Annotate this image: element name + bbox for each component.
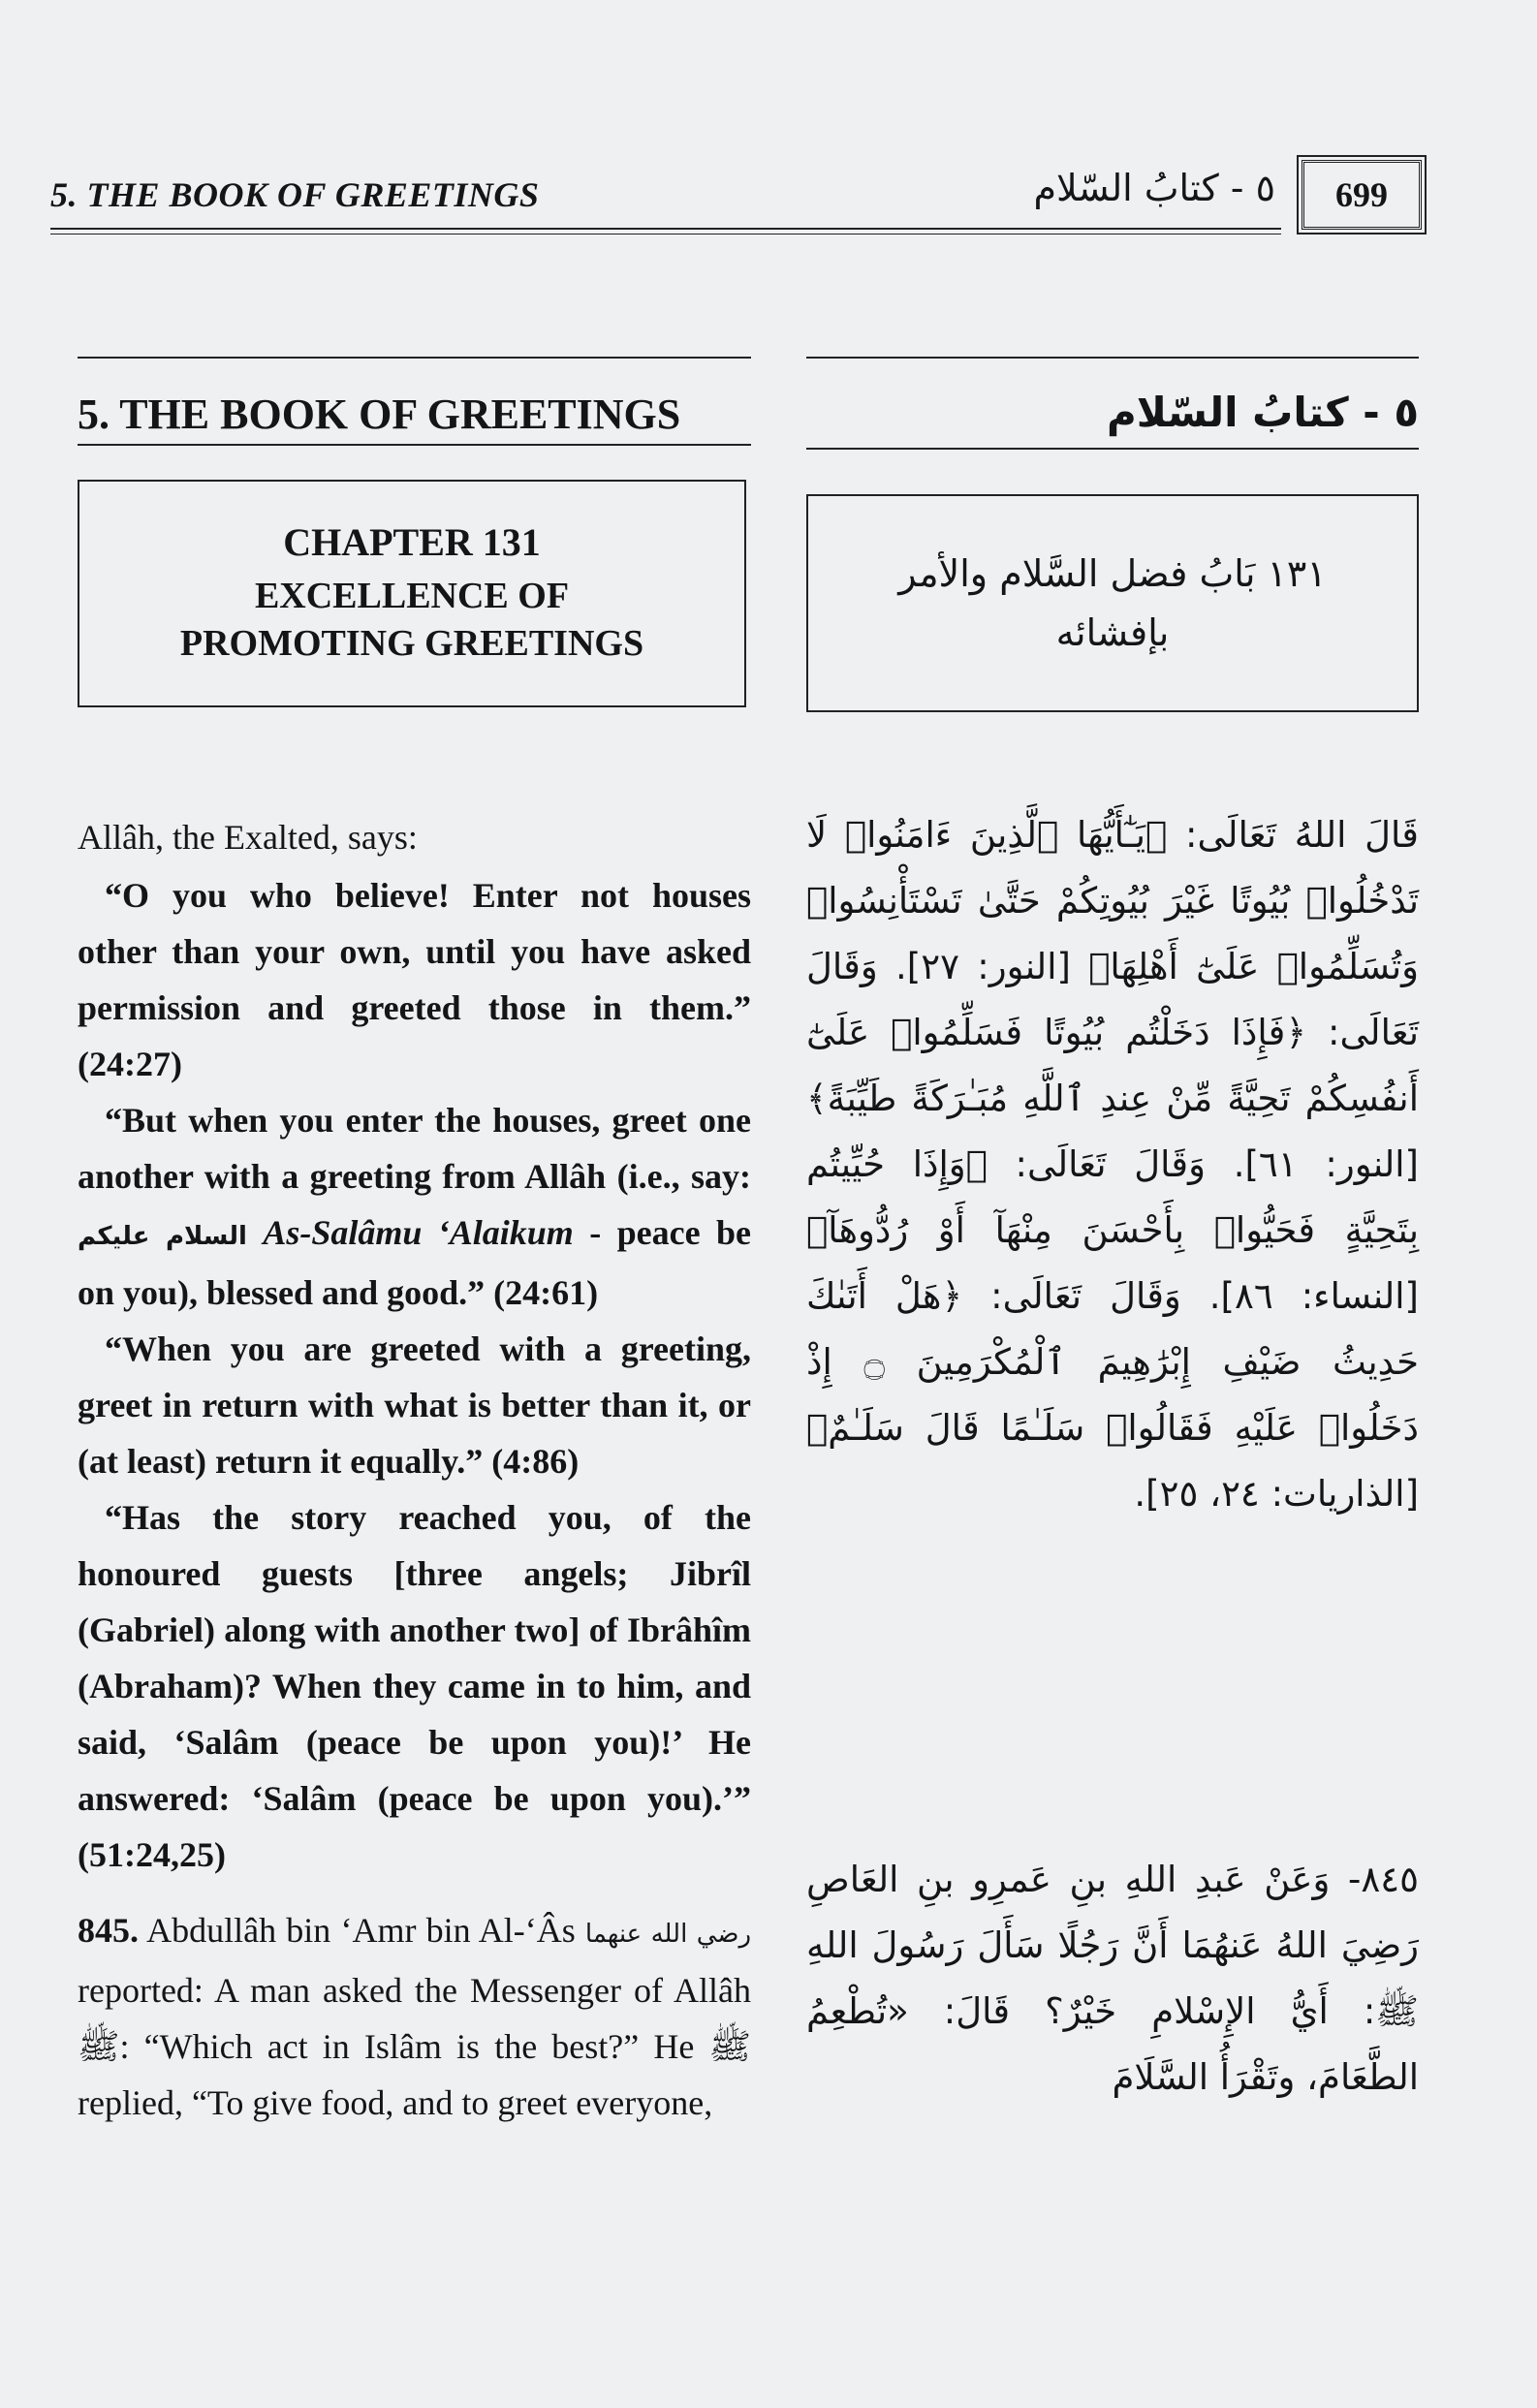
chapter-heading-arabic (806, 494, 1419, 712)
english-text (78, 809, 751, 2131)
verse-51-24: “Has the story reached you, of the honoured guests [three angels; Jibrîl (Gabriel) along with another two] of Ibrâhîm (Abraham)? When they came in to him, and said, ‘Salâm (peace be upon you)!’ He answered: ‘Salâm (peace be upon you).’” (51:24,25) (78, 1498, 751, 1874)
verse-24-61-tail: - peace be on you), blessed and good.” (24:61) (78, 1213, 752, 1312)
page-number: 699 (1302, 160, 1422, 230)
book-title-arabic-rule-bottom (806, 448, 1419, 450)
salam-arabic-inline: السلام عليكم (78, 1222, 247, 1251)
chapter-title-arabic: ١٣١ بَابُ فضل السَّلام والأمر بإفشائه (898, 551, 1327, 654)
hadith-text: reported: A man asked the Messenger of Allâh ﷺ: “Which act in Islâm is the best?” He ﷺ replied, “To give food, and to greet everyone, (78, 1971, 751, 2122)
book-title-rule-top (78, 357, 751, 359)
salam-transliteration: As-Salâmu ‘Alaikum (263, 1213, 574, 1252)
verse-intro: Allâh, the Exalted, says: (78, 818, 418, 857)
header-rule-thin (50, 234, 1281, 235)
hadith-narrator: Abdullâh bin ‘Amr bin Al-‘Âs (146, 1911, 576, 1950)
arabic-text (806, 802, 1419, 2111)
header-rule (50, 228, 1281, 230)
hadith-number: 845. (78, 1911, 139, 1950)
book-title: 5. THE BOOK OF GREETINGS (78, 391, 681, 438)
book-title-rule-bottom (78, 444, 751, 446)
book-title-arabic: ٥ - كتابُ السّلام (1106, 389, 1419, 436)
hadith-blessing-arabic: رضي الله عنهما (584, 1920, 752, 1949)
book-title-arabic-rule-top (806, 357, 1419, 359)
verse-24-61 (78, 1092, 751, 1321)
verse-24-27: “O you who believe! Enter not houses other than your own, until you have asked permission and greeted those in them.” (24:27) (78, 876, 751, 1083)
hadith-845 (78, 1902, 751, 2131)
running-title: 5. THE BOOK OF GREETINGS (50, 175, 540, 214)
chapter-number: CHAPTER 131 (283, 519, 541, 564)
verse-24-61-text: “But when you enter the houses, greet one another with a greeting from Allâh (i.e., say: (78, 1101, 751, 1196)
running-title-arabic: ٥ - كتابُ السّلام (1033, 167, 1275, 209)
chapter-heading (78, 480, 746, 707)
chapter-title: EXCELLENCE OF PROMOTING GREETINGS (179, 575, 644, 664)
verse-4-86: “When you are greeted with a greeting, greet in return with what is better than it, or (at least) return it equally.” (4:86) (78, 1329, 751, 1481)
arabic-verses: قَالَ اللهُ تَعَالَى: ﴿يَـٰٓأَيُّهَا ٱلَّذِينَ ءَامَنُوا۟ لَا تَدْخُلُوا۟ بُيُوتًا غَيْرَ بُيُوتِكُمْ حَتَّىٰ تَسْتَأْنِسُوا۟ وَتُسَلِّمُوا۟ عَلَىٰٓ أَهْلِهَا﴾ [النور: ٢٧]. وَقَالَ تَعَالَى: ﴿فَإِذَا دَخَلْتُم بُيُوتًا فَسَلِّمُوا۟ عَلَىٰٓ أَنفُسِكُمْ تَحِيَّةً مِّنْ عِندِ ٱللَّهِ مُبَـٰرَكَةً طَيِّبَةً﴾ [النور: ٦١]. وَقَالَ تَعَالَى: ﴿وَإِذَا حُيِّيتُم بِتَحِيَّةٍ فَحَيُّوا۟ بِأَحْسَنَ مِنْهَآ أَوْ رُدُّوهَآ﴾ [النساء: ٨٦]. وَقَالَ تَعَالَى: ﴿هَلْ أَتَىٰكَ حَدِيثُ ضَيْفِ إِبْرَٰهِيمَ ٱلْمُكْرَمِينَ ۝ إِذْ دَخَلُوا۟ عَلَيْهِ فَقَالُوا۟ سَلَـٰمًا قَالَ سَلَـٰمٌ﴾ [الذاريات: ٢٤، ٢٥]. (806, 814, 1420, 1515)
arabic-hadith-845: ٨٤٥- وَعَنْ عَبدِ اللهِ بنِ عَمرِو بنِ العَاصِ رَضِيَ اللهُ عَنهُمَا أَنَّ رَجُلًا سَأَلَ رَسُولَ اللهِ ﷺ: أَيُّ الإِسْلامِ خَيْرٌ؟ قَالَ: «تُطْعِمُ الطَّعَامَ، وتَقْرَأُ السَّلَامَ (806, 1859, 1419, 2098)
